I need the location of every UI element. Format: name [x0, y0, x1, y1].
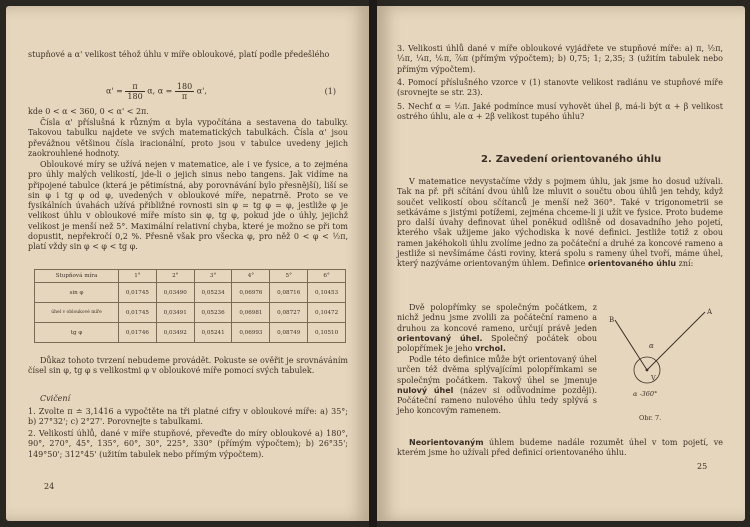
table-cell: 0,05234: [194, 283, 232, 303]
unoriented-paragraph: Neorientovaným úhlem budeme nadále rozumět úhel v tom pojetí, ve kterém jsme ho užívali před definicí orientovaného úhlu.: [397, 438, 723, 458]
page-number-left: 24: [44, 482, 55, 491]
table-header-row: [35, 270, 346, 283]
label-a: A: [707, 308, 713, 316]
table-header: Stupňová míra: [35, 270, 119, 283]
table-cell: sin φ: [35, 283, 119, 303]
formula-lhs: α' =: [106, 86, 123, 96]
table-cell: 0,05236: [194, 303, 232, 323]
table-cell: 0,06993: [232, 323, 270, 343]
formula-tail: α',: [196, 86, 207, 96]
paragraph-1: Čísla α' příslušná k různým α byla vypočítána a sestavena do tabulky. Takovou tabulku najdete ve svých matematických tabulkách. Čísla α' jsou převážnou většinou čísla iracionální, proto jsou v tabulce uvedeny jejich zaokrouhlené hodnoty.: [28, 118, 348, 158]
label-angle-value: α -360°: [633, 390, 658, 398]
page-number-right: 25: [697, 462, 708, 471]
ray-va: [647, 312, 705, 370]
section-number: 2.: [481, 154, 492, 165]
intro-text: stupňové a α' velikost téhož úhlu v míře obloukové, platí podle předešlého: [28, 50, 330, 59]
table-header: 2°: [156, 270, 194, 283]
exercise-3: 3. Velikosti úhlů dané v míře obloukové vyjádřete ve stupňové míře: a) π, ½π, ⅓π, ¼π, ⅙π, ⅞π (přímým výpočtem); b) 0,75; 1; 2,35; 3 (užitím tabulek nebo přímým výpočtem).: [397, 44, 723, 74]
table-cell: 0,10453: [308, 283, 346, 303]
table-header: 5°: [270, 270, 308, 283]
table-cell: 0,08727: [270, 303, 308, 323]
vertex-point: [646, 369, 649, 372]
table-cell: 0,03490: [156, 283, 194, 303]
table-header: 3°: [194, 270, 232, 283]
table-cell: 0,03491: [156, 303, 194, 323]
label-alpha: α: [649, 342, 654, 350]
table-header: 1°: [119, 270, 157, 283]
bold-term: Neorientovaným: [409, 438, 484, 447]
left-page: [6, 6, 369, 521]
table-cell: 0,06981: [232, 303, 270, 323]
table-cell: 0,01745: [119, 283, 157, 303]
exercise-4: 4. Pomocí příslušného vzorce v (1) stanovte velikost radiánu ve stupňové míře (srovnejte se str. 23).: [397, 78, 723, 98]
paragraph-2: Obloukové míry se užívá nejen v matematice, ale i ve fysice, a to zejména pro úhly malých velikostí, jde-li o jejich sinus nebo tangens. Jak vidíme na připojené tabulce (která je pětimístná, aby porovnávání bylo přesnější), liší se sin φ i tg φ od φ, uvedených v obloukové míře, nepatrně. Proto se ve fysikálních úvahách užívá přibližné rovnosti sin φ = tg φ = φ, jestliže φ je velikost úhlu v obloukové míře místo sin φ, tg φ, pokud jde o úhly, jejichž velikost je menší než 5°. Maximální relativní chyba, které je možno se při tom dopustit, nepřekročí 0,2 %. Přesně však pro všecka φ, pro něž 0 < φ < ½π, platí vždy sin φ < φ < tg φ.: [28, 160, 348, 252]
right-page: [377, 6, 745, 521]
bold-term: orientovaný úhel.: [397, 333, 483, 343]
table-header: 4°: [232, 270, 270, 283]
table-cell: 0,08749: [270, 323, 308, 343]
paragraph-intro: V matematice nevystačíme vždy s pojmem úhlu, jak jsme ho dosud užívali. Tak na př. při sčítání dvou úhlů lze mluvit o součtu obou úhlů jen tehdy, když součet velikostí obou sčítanců je menší než 360°. Také v trigonometrii se setkáváme s jistými potížemi, zejména chceme-li ji užít ve fysice. Proto budeme pro další úvahy definovat úhel poněkud odlišně od dosavadního jeho pojetí, kterého však užijeme jako východiska k nové definici. Jestliže totiž z obou ramen jakéhokoli úhlu zvolíme jedno za počáteční a druhé za koncové rameno a jestliže si nevšímáme části roviny, která spolu s rameny úhel tvoří, máme úhel, který nazýváme orientovaným úhlem. Definice orientovaného úhlu zní:: [397, 177, 723, 269]
label-b: B: [609, 316, 615, 324]
book-gutter: [369, 0, 377, 527]
label-vertex: V: [651, 374, 656, 382]
exercise-2: 2. Velikostí úhlů, dané v míře stupňové, převeďte do míry obloukové a) 180°, 90°, 270°, 45°, 135°, 60°, 30°, 225°, 330° (přímým výpočtem); b) 26°35'; 149°50'; 312°45' (užitím tabulek nebo přímým výpočtem).: [28, 429, 348, 459]
exercise-title: Cvičení: [40, 394, 71, 403]
exercise-5: 5. Nechť α = ⅓π. Jaké podmínce musí vyhovět úhel β, má-li být α + β velikost ostrého úhlu, ale α + 2β velikost tupého úhlu?: [397, 102, 723, 122]
formula-condition: kde 0 < α < 360, 0 < α' < 2π.: [28, 107, 149, 116]
table-row: [35, 323, 346, 343]
exercise-1: 1. Zvolte π ≐ 3,1416 a vypočtěte na tři platné cifry v obloukové míře: a) 35°; b) 27°32'; c) 2°27'. Porovnejte s tabulkami.: [28, 407, 348, 427]
fraction-180-pi: $\frac{180}{\pi}$: [176, 82, 193, 101]
table-cell: 0,10510: [308, 323, 346, 343]
table-cell: 0,06976: [232, 283, 270, 303]
table-cell: 0,10472: [308, 303, 346, 323]
table-cell: úhel v obloukové míře: [35, 303, 119, 323]
paragraph-3: Důkaz tohoto tvrzení nebudeme provádět. Pokuste se ověřit je srovnáváním čísel sin φ, tg φ s velikostmi φ v obloukové míře pomocí svých tabulek.: [28, 356, 348, 376]
ray-vb: [615, 320, 647, 370]
definition-paragraph: Dvě polopřímky se společným počátkem, z nichž jednu jsme zvolili za počáteční rameno a druhou za koncové rameno, určují právě jeden orientovaný úhel. Společný počátek obou polopřímek je jeho vrchol.: [397, 303, 598, 354]
bold-term: vrchol.: [475, 344, 506, 354]
null-angle-paragraph: Podle této definice může být orientovaný úhel určen též dvěma splývajícími polopřímkami se společným počátkem. Takový úhel se jmenuje nulový úhel (název si odůvodníme později). Počáteční rameno nulového úhlu tedy splývá s jeho koncovým ramenem.: [397, 355, 598, 416]
table-cell: 0,01745: [119, 303, 157, 323]
table-cell: 0,08716: [270, 283, 308, 303]
table-header: 6°: [308, 270, 346, 283]
equation-number: (1): [324, 87, 336, 96]
bold-term: nulový úhel: [397, 385, 454, 395]
trig-table: [34, 269, 346, 343]
fraction-pi-180: $\frac{\pi}{180}$: [127, 82, 143, 101]
figure-caption: Obr. 7.: [639, 414, 662, 422]
bold-term: orientovaného úhlu: [587, 259, 677, 269]
conversion-formula: [106, 82, 356, 101]
oriented-angle-figure: [605, 292, 735, 422]
table-row: [35, 283, 346, 303]
table-cell: 0,03492: [156, 323, 194, 343]
section-heading: [481, 154, 661, 165]
table-cell: tg φ: [35, 323, 119, 343]
table-row: [35, 303, 346, 323]
formula-mid: α, α =: [147, 86, 173, 96]
section-title: Zavedení orientovaného úhlu: [495, 154, 662, 165]
table-cell: 0,01746: [119, 323, 157, 343]
table-cell: 0,05241: [194, 323, 232, 343]
